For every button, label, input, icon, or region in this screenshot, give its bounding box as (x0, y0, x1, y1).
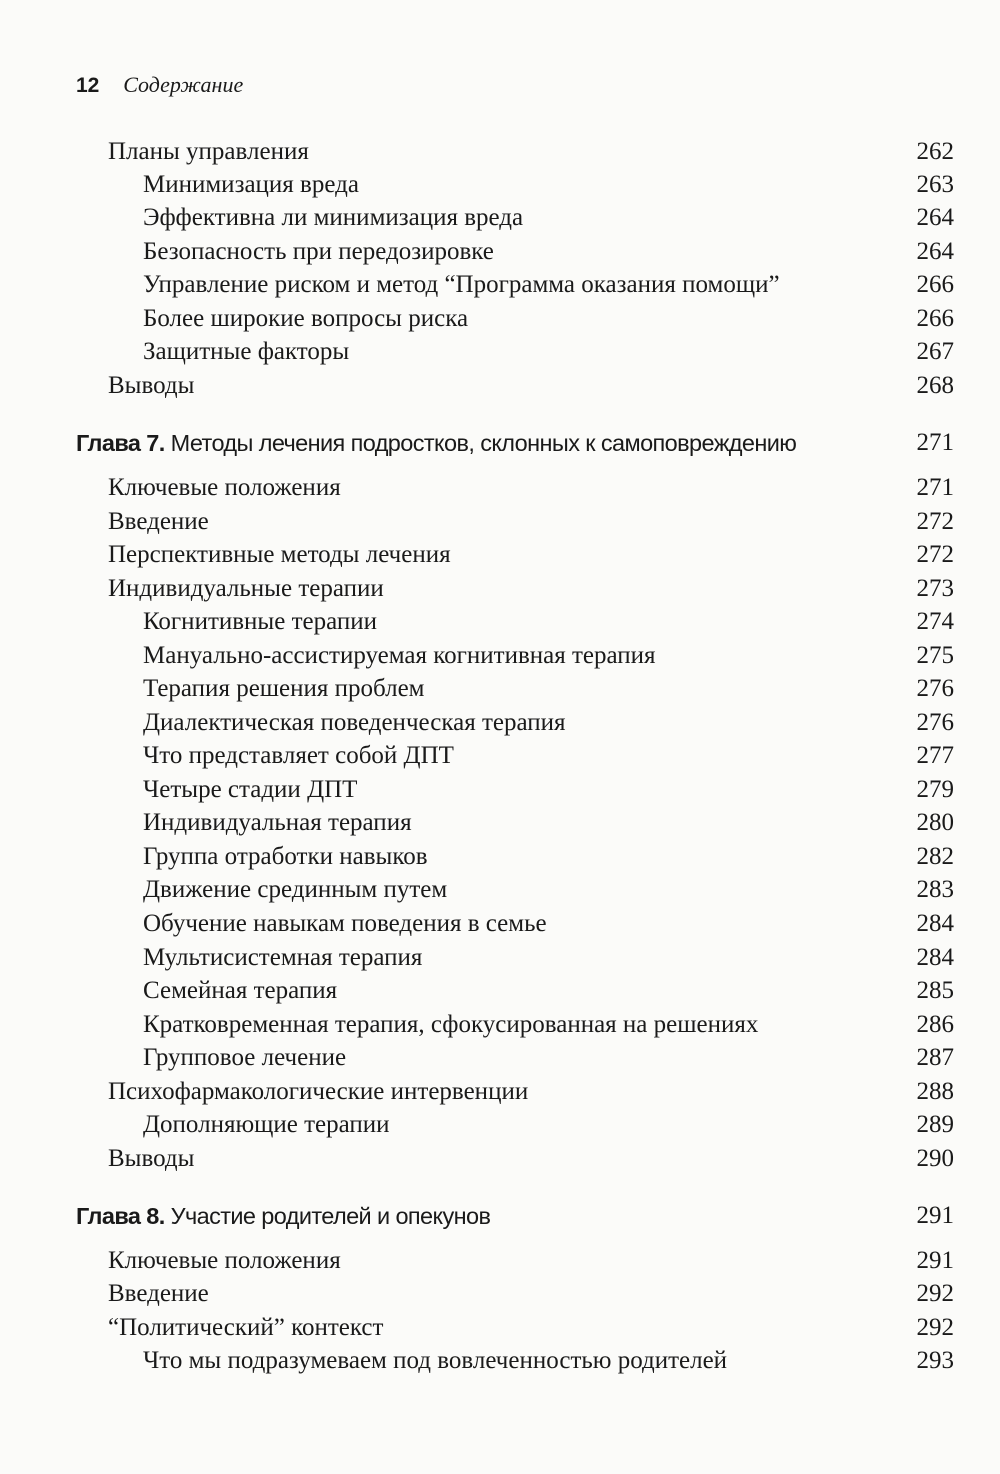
toc-entry-title: Группа отработки навыков (143, 843, 428, 870)
toc-entry-title: Планы управления (108, 138, 309, 165)
toc-entry-page: 289 (916, 1111, 954, 1138)
toc-entry-title: Четыре стадии ДПТ (143, 776, 358, 803)
toc-entry-page: 263 (916, 171, 954, 198)
toc-entry-title: Ключевые положения (108, 1247, 341, 1274)
toc-entry-page: 272 (916, 508, 954, 535)
toc-entry-page: 267 (916, 338, 954, 365)
toc-entry-page: 282 (916, 843, 954, 870)
toc-entry-page: 279 (916, 776, 954, 803)
toc-entry (0, 773, 1000, 807)
toc-entry-title: Семейная терапия (143, 977, 338, 1004)
toc-entry-page: 291 (916, 1247, 954, 1274)
toc-entry (0, 672, 1000, 706)
toc-entry-title: Ключевые положения (108, 474, 341, 501)
toc-entry-page: 271 (916, 474, 954, 501)
toc-entry (0, 840, 1000, 874)
toc-entry-title: Диалектическая поведенческая терапия (143, 709, 566, 736)
toc-entry (0, 369, 1000, 403)
toc-entry-page: 286 (916, 1011, 954, 1038)
toc-entry (0, 639, 1000, 673)
toc-entry-title: Психофармакологические интервенции (108, 1078, 529, 1105)
toc-entry (0, 168, 1000, 202)
toc-entry-title: “Политический” контекст (108, 1314, 384, 1341)
toc-entry-title: Выводы (108, 372, 195, 399)
page-header (76, 70, 243, 101)
toc-entry-page: 287 (916, 1044, 954, 1071)
toc-entry-page: 292 (916, 1280, 954, 1307)
toc-entry-page: 291 (916, 1202, 954, 1229)
toc-entry (0, 1142, 1000, 1176)
toc-entry-title: Безопасность при передозировке (143, 238, 494, 265)
toc-entry-page: 272 (916, 541, 954, 568)
toc-entry (0, 605, 1000, 639)
toc-entry-title: Индивидуальная терапия (143, 809, 412, 836)
running-title: Содержание (123, 72, 244, 97)
toc-entry-title: Групповое лечение (143, 1044, 347, 1071)
toc-entry-title: Перспективные методы лечения (108, 541, 451, 568)
toc-entry-title: Мультисистемная терапия (143, 944, 423, 971)
toc-entry-page: 283 (916, 876, 954, 903)
toc-entry-title: Управление риском и метод “Программа оказания помощи” (143, 271, 780, 298)
toc-entry (0, 201, 1000, 235)
toc-entry-page: 264 (916, 238, 954, 265)
chapter-number: Глава 8. (76, 1203, 165, 1229)
toc-entry-title: Мануально-ассистируемая когнитивная терапия (143, 642, 656, 669)
page-number: 12 (76, 74, 100, 97)
toc-entry-title: Введение (108, 508, 209, 535)
toc-entry-title: Кратковременная терапия, сфокусированная на решениях (143, 1011, 759, 1038)
toc-entry-title: Эффективна ли минимизация вреда (143, 204, 524, 231)
toc-entry (0, 974, 1000, 1008)
toc-entry (0, 538, 1000, 572)
chapter-number: Глава 7. (76, 430, 165, 456)
toc-entry (0, 1108, 1000, 1142)
toc-entry-title: Что представляет собой ДПТ (143, 742, 454, 769)
toc-entry (0, 907, 1000, 941)
toc-entry-title: Введение (108, 1280, 209, 1307)
toc-entry-title: Терапия решения проблем (143, 675, 425, 702)
toc-entry (0, 505, 1000, 539)
toc-entry (0, 572, 1000, 606)
toc-entry-title: Минимизация вреда (143, 171, 359, 198)
toc-entry-page: 264 (916, 204, 954, 231)
toc-entry (0, 1277, 1000, 1311)
toc-entry-page: 277 (916, 742, 954, 769)
toc-entry-page: 266 (916, 305, 954, 332)
toc-entry-title: Что мы подразумеваем под вовлеченностью родителей (143, 1347, 728, 1374)
toc-entry-page: 271 (916, 429, 954, 456)
toc-entry (0, 1244, 1000, 1278)
toc-entry-title: Дополняющие терапии (143, 1111, 390, 1138)
chapter-heading (0, 426, 1000, 460)
toc-entry-page: 292 (916, 1314, 954, 1341)
toc-entry-page: 276 (916, 675, 954, 702)
toc-entry (0, 873, 1000, 907)
toc-entry (0, 1008, 1000, 1042)
toc-entry (0, 235, 1000, 269)
toc-entry (0, 739, 1000, 773)
toc-entry-title: Индивидуальные терапии (108, 575, 384, 602)
toc-entry (0, 135, 1000, 169)
toc-entry (0, 471, 1000, 505)
toc-entry-page: 273 (916, 575, 954, 602)
toc-entry-page: 284 (916, 944, 954, 971)
toc-entry-page: 293 (916, 1347, 954, 1374)
toc-entry-title: Когнитивные терапии (143, 608, 377, 635)
toc-entry (0, 806, 1000, 840)
toc-entry-page: 285 (916, 977, 954, 1004)
toc-entry-page: 288 (916, 1078, 954, 1105)
toc-entry-page: 268 (916, 372, 954, 399)
toc-entry-page: 274 (916, 608, 954, 635)
toc-entry (0, 302, 1000, 336)
toc-entry-page: 290 (916, 1145, 954, 1172)
toc-entry-page: 280 (916, 809, 954, 836)
toc-entry (0, 1041, 1000, 1075)
chapter-heading (0, 1199, 1000, 1233)
toc-entry (0, 1075, 1000, 1109)
toc-entry (0, 706, 1000, 740)
toc-entry (0, 941, 1000, 975)
toc-entry-page: 275 (916, 642, 954, 669)
toc-entry-page: 266 (916, 271, 954, 298)
toc-entry-title: Более широкие вопросы риска (143, 305, 469, 332)
toc-entry (0, 1311, 1000, 1345)
toc-entry (0, 335, 1000, 369)
toc-entry (0, 268, 1000, 302)
toc-entry-page: 284 (916, 910, 954, 937)
toc-entry-title: Движение срединным путем (143, 876, 448, 903)
toc-entry-page: 276 (916, 709, 954, 736)
toc-entry-title: Обучение навыкам поведения в семье (143, 910, 547, 937)
chapter-title: Методы лечения подростков, склонных к самоповреждению (170, 430, 797, 456)
toc-entry-title: Выводы (108, 1145, 195, 1172)
chapter-title: Участие родителей и опекунов (170, 1203, 491, 1229)
toc-entry (0, 1344, 1000, 1378)
toc-entry-title: Защитные факторы (143, 338, 350, 365)
toc-entry-page: 262 (916, 138, 954, 165)
